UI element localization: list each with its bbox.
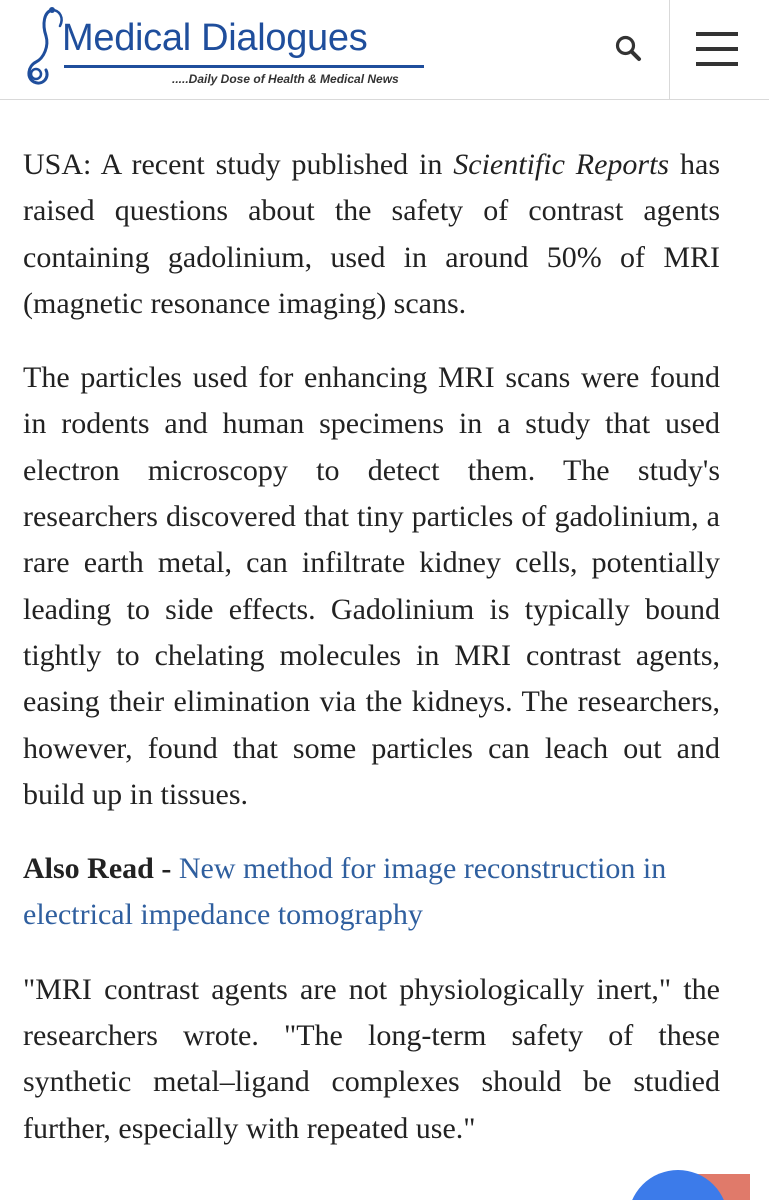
logo-tagline: .....Daily Dose of Health & Medical News [172, 72, 399, 86]
hamburger-menu-icon [696, 62, 738, 66]
paragraph-text: USA: A recent study published in [23, 148, 454, 181]
also-read [23, 846, 720, 939]
site-header [0, 0, 769, 100]
floating-action-area [600, 1160, 769, 1200]
logo-name: Medical Dialogues [62, 17, 368, 59]
also-read-link[interactable]: New method for image reconstruction in electrical impedance tomography [23, 852, 667, 932]
article-paragraph [23, 142, 720, 327]
article-paragraph: The particles used for enhancing MRI scans were found in rodents and human specimens in a study that used electron microscopy to detect them. The study's researchers discovered that tiny particles of gadolinium, a rare earth metal, can infiltrate kidney cells, potentially leading to side effects. Gadolinium is typically bound tightly to chelating molecules in MRI contrast agents, easing their elimination via the kidneys. The researchers, however, found that some particles can leach out and build up in tissues. [23, 361, 720, 811]
hamburger-menu-icon [696, 47, 738, 51]
logo-underline [64, 65, 424, 68]
article-paragraph: "MRI contrast agents are not physiologically inert," the researchers wrote. "The long-term safety of these synthetic metal–ligand complexes should be studied further, especially with repeated use." [23, 972, 720, 1145]
journal-name: Scientific Reports [453, 148, 670, 181]
hamburger-menu-icon [696, 32, 738, 36]
search-button[interactable] [600, 22, 656, 74]
article-body [23, 142, 720, 1180]
also-read-label: Also Read - [23, 852, 179, 886]
search-icon [614, 34, 642, 62]
header-divider [669, 0, 670, 99]
menu-button[interactable] [690, 24, 748, 72]
site-logo[interactable] [22, 6, 432, 92]
paragraph-text: has raised questions about the safety of contrast agents containing gadolinium, used in around 50% of MRI (magnetic resonance imaging) scans. [23, 148, 720, 320]
